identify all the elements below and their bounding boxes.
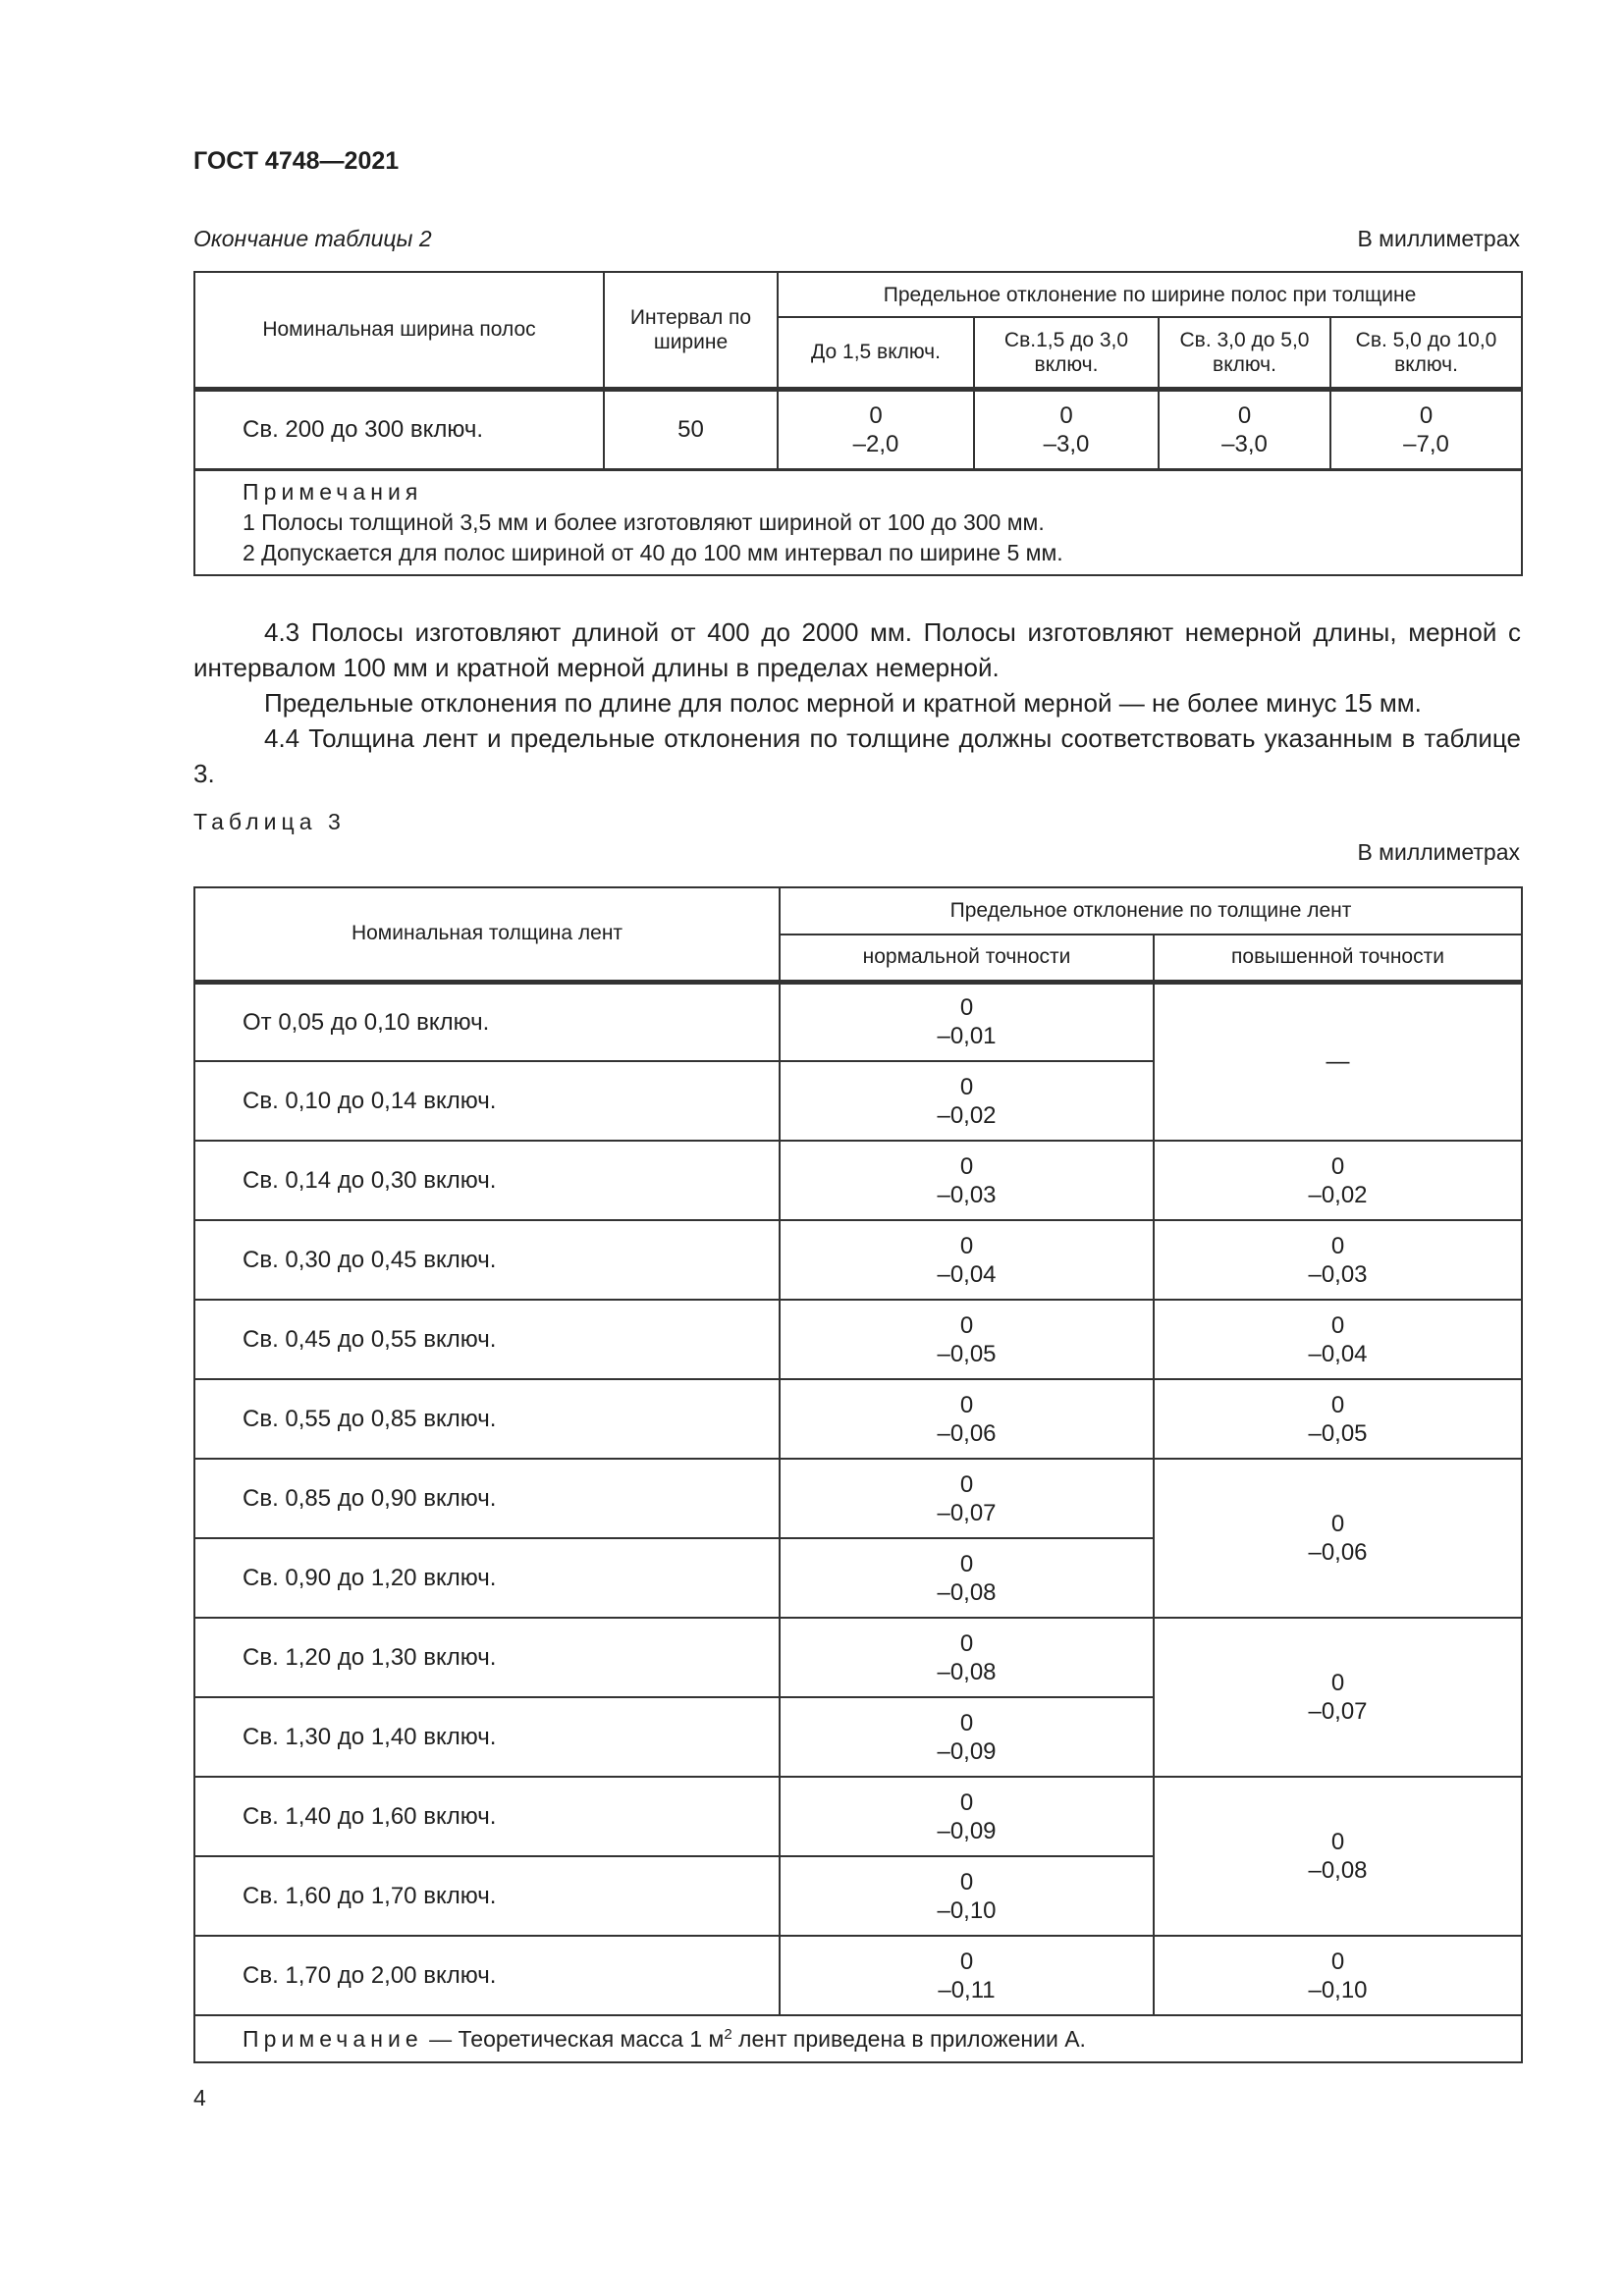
row-high: 0 –0,03	[1154, 1220, 1522, 1300]
row-normal: 0 –0,06	[780, 1379, 1154, 1459]
row-normal: 0 –0,05	[780, 1300, 1154, 1379]
table-row	[194, 1777, 1522, 1856]
row-thickness: Св. 0,14 до 0,30 включ.	[194, 1141, 780, 1220]
row-high: 0 –0,06	[1154, 1459, 1522, 1618]
row-thickness: Св. 1,40 до 1,60 включ.	[194, 1777, 780, 1856]
table2-continuation-label: Окончание таблицы 2	[193, 226, 432, 251]
table2-notes	[194, 469, 1522, 575]
row-normal: 0 –0,04	[780, 1220, 1154, 1300]
table-row	[194, 1618, 1522, 1697]
row-thickness: Св. 0,55 до 0,85 включ.	[194, 1379, 780, 1459]
header-high-precision: повышенной точности	[1154, 934, 1522, 982]
page-number: 4	[193, 2085, 206, 2110]
table-2	[193, 271, 1523, 576]
row-high: 0 –0,07	[1154, 1618, 1522, 1777]
table-3	[193, 886, 1523, 2063]
note-text: — Теоретическая масса 1 м	[422, 2025, 725, 2052]
table-row	[194, 1379, 1522, 1459]
row-normal: 0 –0,09	[780, 1777, 1154, 1856]
paragraph-4-4: 4.4 Толщина лент и предельные отклонения по толщине должны соответствовать указанным в таблице 3.	[193, 723, 1521, 788]
table-row	[194, 1459, 1522, 1538]
header-nominal-width: Номинальная ширина полос	[194, 272, 604, 389]
header-thickness-2: Св.1,5 до 3,0 включ.	[974, 317, 1159, 389]
row-normal: 0 –0,08	[780, 1538, 1154, 1618]
table-row	[194, 1220, 1522, 1300]
row-high: 0 –0,05	[1154, 1379, 1522, 1459]
row-thickness: Св. 0,85 до 0,90 включ.	[194, 1459, 780, 1538]
table3-label: Таблица 3	[193, 809, 346, 834]
row-dev-4: 0 –7,0	[1330, 389, 1522, 469]
row-normal: 0 –0,03	[780, 1141, 1154, 1220]
header-thickness-1: До 1,5 включ.	[778, 317, 974, 389]
note-tail: лент приведена в приложении А.	[731, 2025, 1086, 2052]
header-interval: Интервал по ширине	[604, 272, 778, 389]
note-superscript: 2	[724, 2025, 732, 2043]
note-1: 1 Полосы толщиной 3,5 мм и более изготовляют шириной от 100 до 300 мм.	[243, 508, 1045, 535]
header-nominal-thickness: Номинальная толщина лент	[194, 887, 780, 982]
row-normal: 0 –0,09	[780, 1697, 1154, 1777]
row-normal: 0 –0,10	[780, 1856, 1154, 1936]
row-thickness: Св. 0,30 до 0,45 включ.	[194, 1220, 780, 1300]
document-title: ГОСТ 4748—2021	[193, 147, 400, 175]
header-normal-precision: нормальной точности	[780, 934, 1154, 982]
paragraph-length-deviation: Предельные отклонения по длине для полос мерной и кратной мерной — не более минус 15 мм.	[264, 688, 1422, 718]
table-row	[194, 1141, 1522, 1220]
row-normal: 0 –0,01	[780, 982, 1154, 1061]
row-normal: 0 –0,11	[780, 1936, 1154, 2015]
table-row	[194, 1936, 1522, 2015]
row-thickness: Св. 1,60 до 1,70 включ.	[194, 1856, 780, 1936]
row-dev-3: 0 –3,0	[1159, 389, 1330, 469]
row-width: Св. 200 до 300 включ.	[194, 389, 604, 469]
notes-heading: Примечания	[243, 478, 423, 505]
table2-units: В миллиметрах	[1357, 226, 1520, 251]
row-thickness: Св. 1,30 до 1,40 включ.	[194, 1697, 780, 1777]
table-row	[194, 1300, 1522, 1379]
row-thickness: Св. 0,45 до 0,55 включ.	[194, 1300, 780, 1379]
row-interval: 50	[604, 389, 778, 469]
row-normal: 0 –0,07	[780, 1459, 1154, 1538]
row-high: 0 –0,08	[1154, 1777, 1522, 1936]
table3-units: В миллиметрах	[1357, 839, 1520, 865]
row-dev-2: 0 –3,0	[974, 389, 1159, 469]
row-thickness: Св. 0,10 до 0,14 включ.	[194, 1061, 780, 1141]
row-high: —	[1154, 982, 1522, 1141]
header-thickness-deviation: Предельное отклонение по толщине лент	[780, 887, 1522, 934]
note-2: 2 Допускается для полос шириной от 40 до 100 мм интервал по ширине 5 мм.	[243, 539, 1063, 565]
row-high: 0 –0,10	[1154, 1936, 1522, 2015]
note-heading: Примечание	[243, 2025, 423, 2052]
row-thickness: Св. 0,90 до 1,20 включ.	[194, 1538, 780, 1618]
table3-note	[194, 2015, 1522, 2062]
row-thickness: Св. 1,20 до 1,30 включ.	[194, 1618, 780, 1697]
row-dev-1: 0 –2,0	[778, 389, 974, 469]
row-high: 0 –0,02	[1154, 1141, 1522, 1220]
header-thickness-4: Св. 5,0 до 10,0 включ.	[1330, 317, 1522, 389]
row-thickness: Св. 1,70 до 2,00 включ.	[194, 1936, 780, 2015]
header-thickness-3: Св. 3,0 до 5,0 включ.	[1159, 317, 1330, 389]
table-row	[194, 982, 1522, 1061]
row-high: 0 –0,04	[1154, 1300, 1522, 1379]
row-thickness: От 0,05 до 0,10 включ.	[194, 982, 780, 1061]
table-row	[194, 389, 1522, 469]
row-normal: 0 –0,08	[780, 1618, 1154, 1697]
header-deviation: Предельное отклонение по ширине полос при толщине	[778, 272, 1522, 317]
paragraph-4-3: 4.3 Полосы изготовляют длиной от 400 до 2000 мм. Полосы изготовляют немерной длины, мерной с интервалом 100 мм и кратной мерной длины в пределах немерной.	[193, 617, 1521, 682]
row-normal: 0 –0,02	[780, 1061, 1154, 1141]
